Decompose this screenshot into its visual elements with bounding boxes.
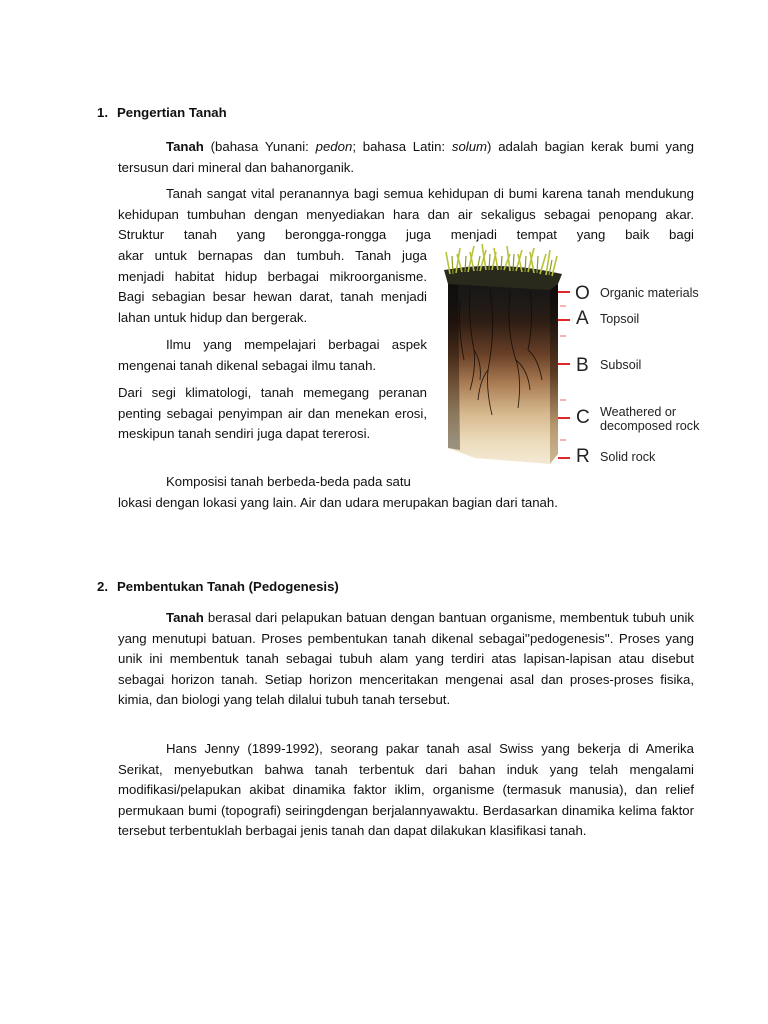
s1-p1-text2: ; bahasa Latin: <box>352 139 452 154</box>
s2-paragraph-2: Hans Jenny (1899-1992), seorang pakar tanah asal Swiss yang bekerja di Amerika Serikat, menyebutkan bahwa tanah terbentuk dari bahan induk yang telah mengalami modifikasi/pelapukan akibat dinamika faktor iklim, organisme (termasuk manusia), dan relief permukaan bumi (topografi) seiringdengan berjalannyawaktu. Berdasarkan dinamika kelima faktor tersebut terbentuklah berbagai jenis tanah dan dapat dilakukan klasifikasi tanah. <box>118 741 694 839</box>
s1-p1-term-pedon: pedon <box>315 139 353 154</box>
soil-profile-diagram <box>430 240 720 472</box>
horizon-r-label: Solid rock <box>600 450 656 464</box>
horizon-b-label: Subsoil <box>600 358 642 372</box>
s2-p1-text: berasal dari pelapukan batuan dengan bantuan organisme, membentuk tubuh unik yang menutupi batuan. Proses pembentukan tanah dikenal sebagai''pedogenesis''. Proses yang unik ini membentuk tanah sebagai tubuh alam yang terdiri atas lapisan-lapisan atau disebut sebagai horizon tanah. Setiap horizon menceritakan mengenai asal dan proses-proses fisika, kimia, dan biologi yang telah dilalui tubuh tanah tersebut. <box>118 610 694 708</box>
s2-paragraph-1 <box>118 608 694 711</box>
horizon-r-letter: R <box>576 446 590 467</box>
s1-p1-text1: (bahasa Yunani: <box>203 139 316 154</box>
s1-paragraph-2-full: Tanah sangat vital peranannya bagi semua kehidupan di bumi karena tanah mendukung kehidupan tumbuhan dengan menyediakan hara dan air sekaligus sebagai penopang akar. Struktur tanah yang berongga-rongga juga menjadi tempat yang baik bagi <box>118 186 694 243</box>
horizon-a-letter: A <box>576 308 589 329</box>
s1-p1-lead: Tanah <box>166 139 204 154</box>
soil-block-side <box>550 280 558 464</box>
section-1-title: Pengertian Tanah <box>117 105 227 120</box>
horizon-b-letter: B <box>576 355 589 376</box>
horizon-o-letter: O <box>575 283 590 304</box>
section-1-heading <box>97 103 227 123</box>
horizon-a-label: Topsoil <box>600 312 640 326</box>
soil-block-front <box>448 282 550 464</box>
s1-paragraph-3: Ilmu yang mempelajari berbagai aspek mengenai tanah dikenal sebagai ilmu tanah. <box>118 337 427 373</box>
section-2-title: Pembentukan Tanah (Pedogenesis) <box>117 579 339 594</box>
s1-p1-text3: ) adalah bagian kerak bumi yang tersusun dari mineral dan bahanorganik. <box>118 139 694 175</box>
section-2-heading <box>97 577 339 597</box>
s1-paragraph-5-full: lokasi dengan lokasi yang lain. Air dan udara merupakan bagian dari tanah. <box>118 495 558 510</box>
s1-paragraph-1 <box>118 137 694 178</box>
horizon-markers <box>558 292 570 458</box>
s1-paragraph-4: Dari segi klimatologi, tanah memegang peranan penting sebagai penyimpan air dan menekan erosi, meskipun tanah sendiri juga dapat tererosi. <box>118 385 427 442</box>
s2-p1-lead: Tanah <box>166 610 204 625</box>
s1-paragraph-2-narrow: akar untuk bernapas dan tumbuh. Tanah juga menjadi habitat hidup berbagai mikroorganisme. Bagi sebagian besar hewan darat, tanah menjadi lahan untuk hidup dan bergerak. <box>118 248 427 325</box>
section-1-number: 1. <box>97 105 108 120</box>
horizon-c-label: Weathered or decomposed rock <box>600 405 700 433</box>
s1-p1-term-solum: solum <box>451 139 488 154</box>
horizon-c-letter: C <box>576 407 590 428</box>
soil-profile-figure <box>430 240 720 472</box>
horizon-o-label: Organic materials <box>600 286 699 300</box>
section-2-number: 2. <box>97 579 108 594</box>
s1-paragraph-5-narrow: Komposisi tanah berbeda-beda pada satu <box>166 474 411 489</box>
